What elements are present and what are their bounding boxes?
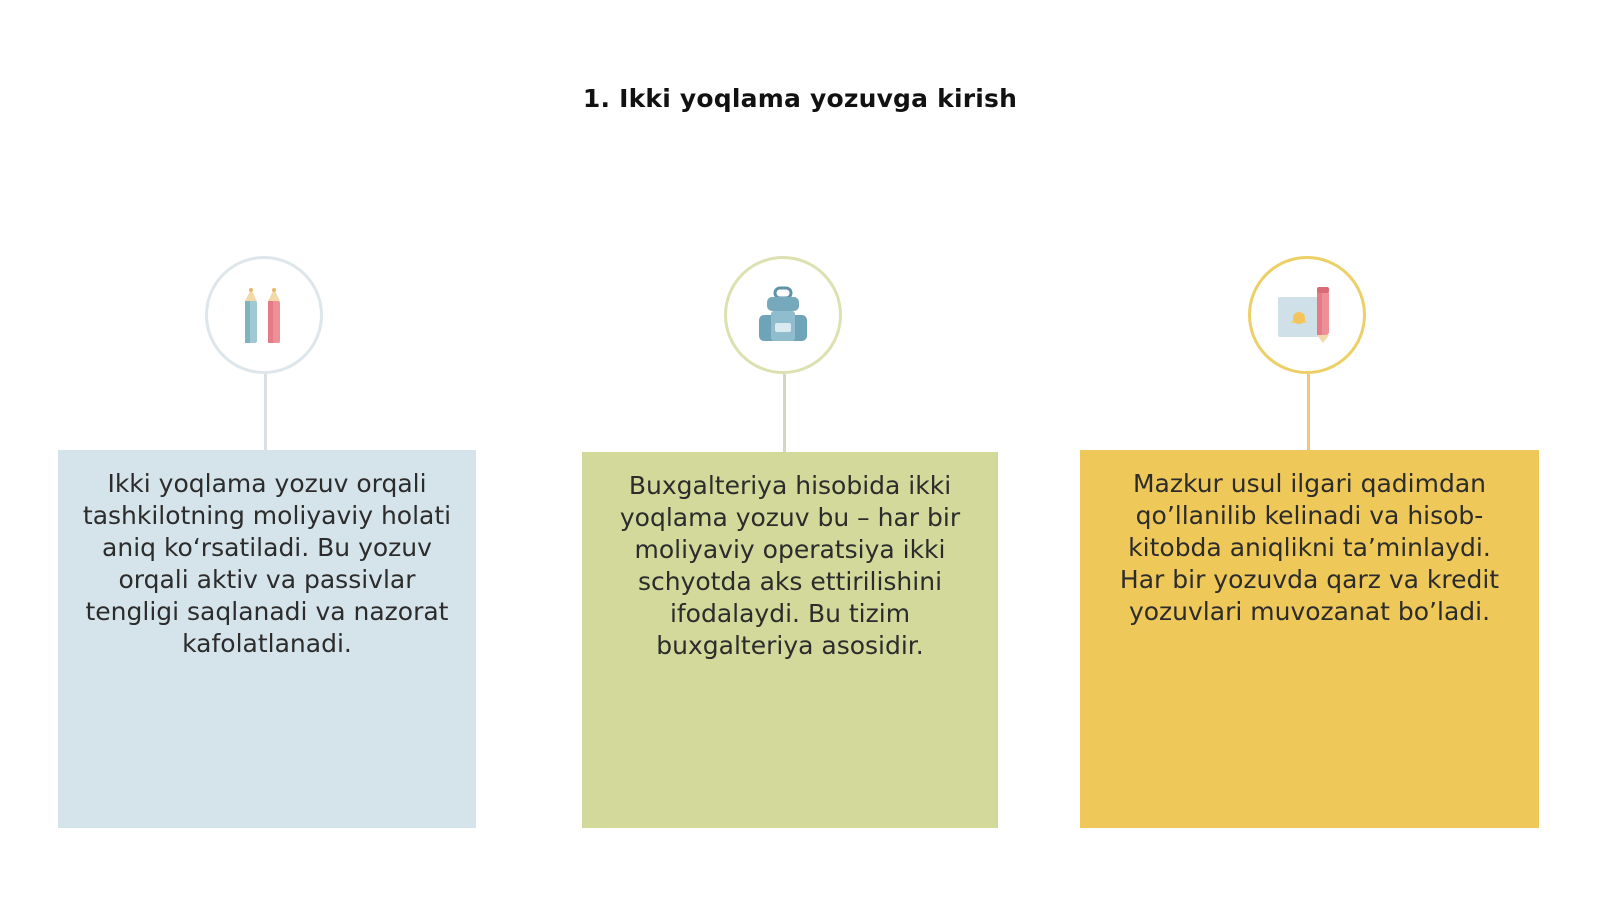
icon-circle-3 xyxy=(1248,256,1366,374)
card-text-1: Ikki yoqlama yozuv orqali tashkilotning moliyaviy holati aniq ko‘rsatiladi. Bu yozuv orqali aktiv va passivlar tengligi saqlanadi va nazorat kafolatlanadi. xyxy=(82,469,452,658)
drawing-pencil-icon xyxy=(1275,285,1339,345)
info-card-1 xyxy=(58,450,476,828)
card-text-2: Buxgalteriya hisobida ikki yoqlama yozuv bu – har bir moliyaviy operatsiya ikki schyotda aks ettirilishini ifodalaydi. Bu tizim buxgalteriya asosidir. xyxy=(619,471,961,660)
connector-line-2 xyxy=(783,374,786,452)
card-text-3: Mazkur usul ilgari qadimdan qo’llanilib kelinadi va hisob-kitobda aniqlikni ta’minlaydi. Har bir yozuvda qarz va kredit yozuvlari muvozanat bo’ladi. xyxy=(1119,469,1500,626)
pencils-icon xyxy=(239,285,289,345)
info-card-2 xyxy=(582,452,998,828)
connector-line-1 xyxy=(264,374,267,450)
backpack-icon xyxy=(753,285,813,345)
icon-circle-1 xyxy=(205,256,323,374)
page-title: 1. Ikki yoqlama yozuvga kirish xyxy=(582,84,1018,113)
connector-line-3 xyxy=(1307,374,1310,450)
icon-circle-2 xyxy=(724,256,842,374)
info-card-3 xyxy=(1080,450,1539,828)
